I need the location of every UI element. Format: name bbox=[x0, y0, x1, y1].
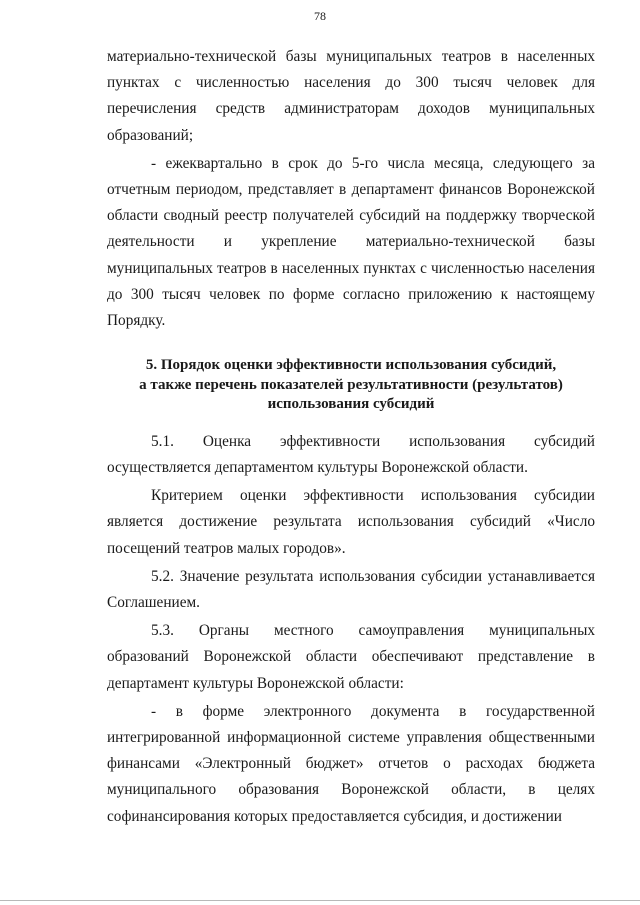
paragraph-electronic-report: - в форме электронного документа в государственной интегрированной информационной системе управления общественными финансами «Электронный бюджет» отчетов о расходах бюджета муниципального образования Воронежской области, в целях софинансирования которых предоставляется субсидия, и достижении bbox=[107, 702, 595, 825]
section-heading-line-1: 5. Порядок оценки эффективности использования субсидий, bbox=[145, 357, 557, 374]
paragraph-quarterly-report: - ежеквартально в срок до 5-го числа месяца, следующего за отчетным периодом, представляет в департамент финансов Воронежской области сводный реестр получателей субсидий на поддержку творческой деятельности и укрепление материально-технической базы муниципальных театров в населенных пунктах с численностью населения до 300 тысяч человек по форме согласно приложению к настоящему Порядку. bbox=[107, 154, 595, 330]
paragraph-5-3: 5.3. Органы местного самоуправления муниципальных образований Воронежской области обеспечивают представление в департамент культуры Воронежской области: bbox=[107, 622, 595, 692]
section-heading-line-2: а также перечень показателей результативности (результатов) bbox=[139, 376, 563, 393]
section-heading-line-3: использования субсидий bbox=[267, 396, 435, 413]
page-bottom-edge bbox=[0, 900, 640, 901]
document-body bbox=[107, 44, 595, 830]
paragraph-5-1: 5.1. Оценка эффективности использования субсидий осуществляется департаментом культуры Воронежской области. bbox=[107, 432, 595, 476]
section-heading bbox=[107, 356, 595, 415]
paragraph-criterion: Критерием оценки эффективности использования субсидии является достижение результата использования субсидий «Число посещений театров малых городов». bbox=[107, 487, 595, 557]
paragraph-5-2: 5.2. Значение результата использования субсидии устанавливается Соглашением. bbox=[107, 567, 595, 611]
page-number: 78 bbox=[314, 9, 326, 23]
paragraph-continued: материально-технической базы муниципальных театров в населенных пунктах с численностью населения до 300 тысяч человек для перечисления средств администраторам доходов муниципальных образований; bbox=[107, 48, 595, 144]
